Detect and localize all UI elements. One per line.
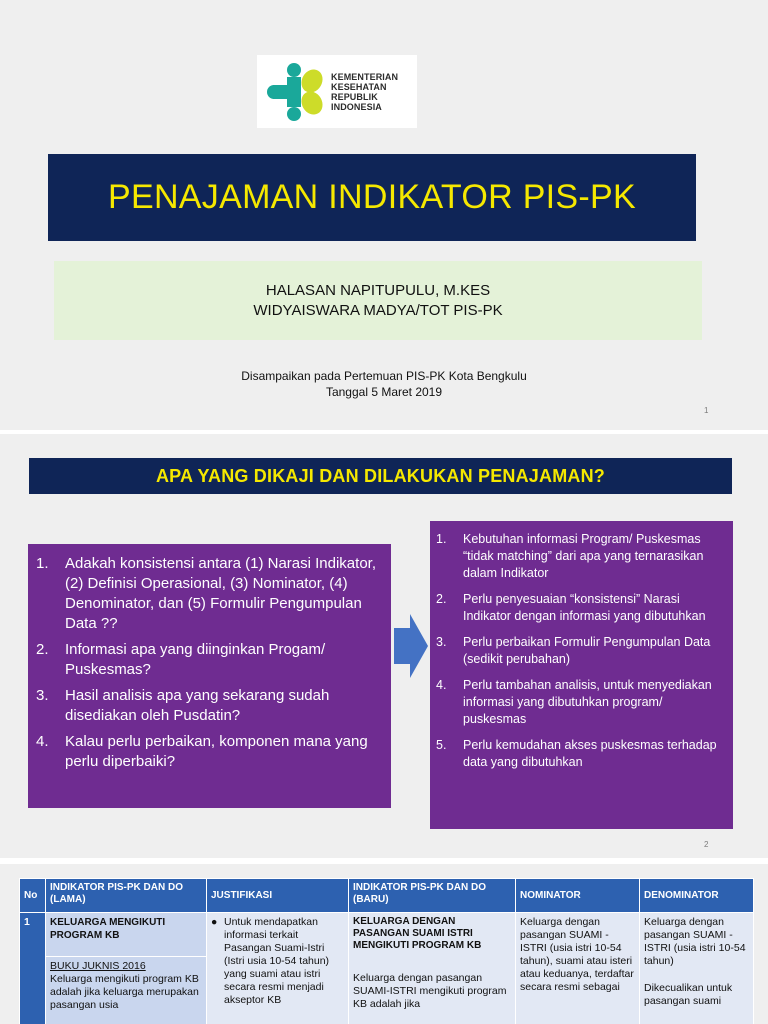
old-indicator-cell — [46, 957, 207, 1024]
author-role: WIDYAISWARA MADYA/TOT PIS-PK — [253, 301, 503, 319]
list-item: 5. Perlu kemudahan akses puskesmas terhadap data yang dibutuhkan — [436, 738, 717, 769]
ministry-logo-text: KEMENTERIAN KESEHATAN REPUBLIK INDONESIA — [331, 71, 399, 112]
slide-title — [0, 0, 768, 430]
col-denominator: DENOMINATOR — [640, 879, 754, 913]
event-line-2: Tanggal 5 Maret 2019 — [325, 385, 443, 399]
list-item: 2. Perlu penyesuaian “konsistensi” Narasi Indikator dengan informasi yang dibutuhkan — [436, 592, 706, 623]
old-indicator-ref: BUKU JUKNIS 2016 — [50, 960, 146, 972]
list-item: 4. Perlu tambahan analisis, untuk menyediakan informasi yang dibutuhkan program/ puskesmas — [436, 678, 712, 726]
questions-box — [28, 544, 391, 808]
denominator-cell — [640, 913, 754, 1024]
nominator-cell: Keluarga dengan pasangan SUAMI - ISTRI (usia istri 10-54 tahun), suami atau isteri atau keduanya, terdaftar secara resmi sebagai — [516, 913, 640, 1024]
title-banner — [48, 154, 696, 241]
list-item: 1. Kebutuhan informasi Program/ Puskesmas “tidak matching” dari apa yang ternarasikan dalam Indikator — [436, 532, 704, 580]
event-info — [0, 368, 768, 400]
justification-text: Untuk mendapatkan informasi terkait Pasangan Suami-Istri (Istri usia 10-54 tahun) yang suami atau istri secara resmi menjadi akseptor KB — [224, 916, 330, 1006]
new-indicator-cell — [349, 913, 516, 1024]
denominator-text-1: Keluarga dengan pasangan SUAMI - ISTRI (usia istri 10-54 tahun) — [644, 916, 746, 967]
list-item: 2. Informasi apa yang diinginkan Progam/ Puskesmas? — [36, 641, 326, 678]
list-item: 3. Perlu perbaikan Formulir Pengumpulan Data (sedikit perubahan) — [436, 635, 711, 666]
arrow-right-icon — [394, 614, 428, 678]
justification-cell: ● Untuk mendapatkan informasi terkait Pasangan Suami-Istri (Istri usia 10-54 tahun) yang suami atau istri secara resmi menjadi akseptor KB — [207, 913, 349, 1024]
old-indicator-title: KELUARGA MENGIKUTI PROGRAM KB — [46, 913, 207, 957]
col-indicator-old: INDIKATOR PIS-PK DAN DO (LAMA) — [46, 879, 207, 913]
ministry-logo — [257, 55, 417, 128]
slide-review — [0, 434, 768, 858]
table-row — [20, 913, 754, 957]
slide-title-text: PENAJAMAN INDIKATOR PIS-PK — [108, 178, 636, 216]
list-item: 4. Kalau perlu perbaikan, komponen mana yang perlu diperbaiki? — [36, 733, 368, 770]
new-indicator-text: Keluarga dengan pasangan SUAMI-ISTRI mengikuti program KB adalah jika — [353, 972, 507, 1010]
findings-box — [430, 521, 733, 829]
col-justification: JUSTIFIKASI — [207, 879, 349, 913]
slide-indicator-table — [0, 864, 768, 1024]
question-title: APA YANG DIKAJI DAN DILAKUKAN PENAJAMAN? — [155, 465, 606, 486]
ministry-logo-icon — [263, 61, 327, 123]
author-box — [54, 261, 702, 340]
page-number: 1 — [704, 406, 709, 415]
question-banner — [29, 458, 732, 494]
findings-list — [436, 531, 725, 771]
denominator-text-2: Dikecualikan untuk pasangan suami — [644, 982, 733, 1007]
list-item: 1. Adakah konsistensi antara (1) Narasi Indikator, (2) Definisi Operasional, (3) Nominator, (4) Denominator, dan (5) Formulir Pengumpulan Data ?? — [36, 555, 376, 632]
new-indicator-title: KELUARGA DENGAN PASANGAN SUAMI ISTRI MENGIKUTI PROGRAM KB — [353, 916, 482, 951]
event-line-1: Disampaikan pada Pertemuan PIS-PK Kota Bengkulu — [241, 369, 527, 383]
table-header-row — [20, 879, 754, 913]
col-nominator: NOMINATOR — [516, 879, 640, 913]
list-item: 3. Hasil analisis apa yang sekarang sudah disediakan oleh Pusdatin? — [36, 687, 330, 724]
author-name: HALASAN NAPITUPULU, M.KES — [265, 281, 491, 299]
col-indicator-new: INDIKATOR PIS-PK DAN DO (BARU) — [349, 879, 516, 913]
questions-list — [36, 554, 381, 772]
row-number: 1 — [20, 913, 46, 1024]
col-no: No — [20, 879, 46, 913]
old-indicator-text: Keluarga mengikuti program KB adalah jika keluarga merupakan pasangan usia — [50, 973, 199, 1011]
page-number: 2 — [704, 840, 709, 849]
indicator-table — [19, 878, 754, 1024]
